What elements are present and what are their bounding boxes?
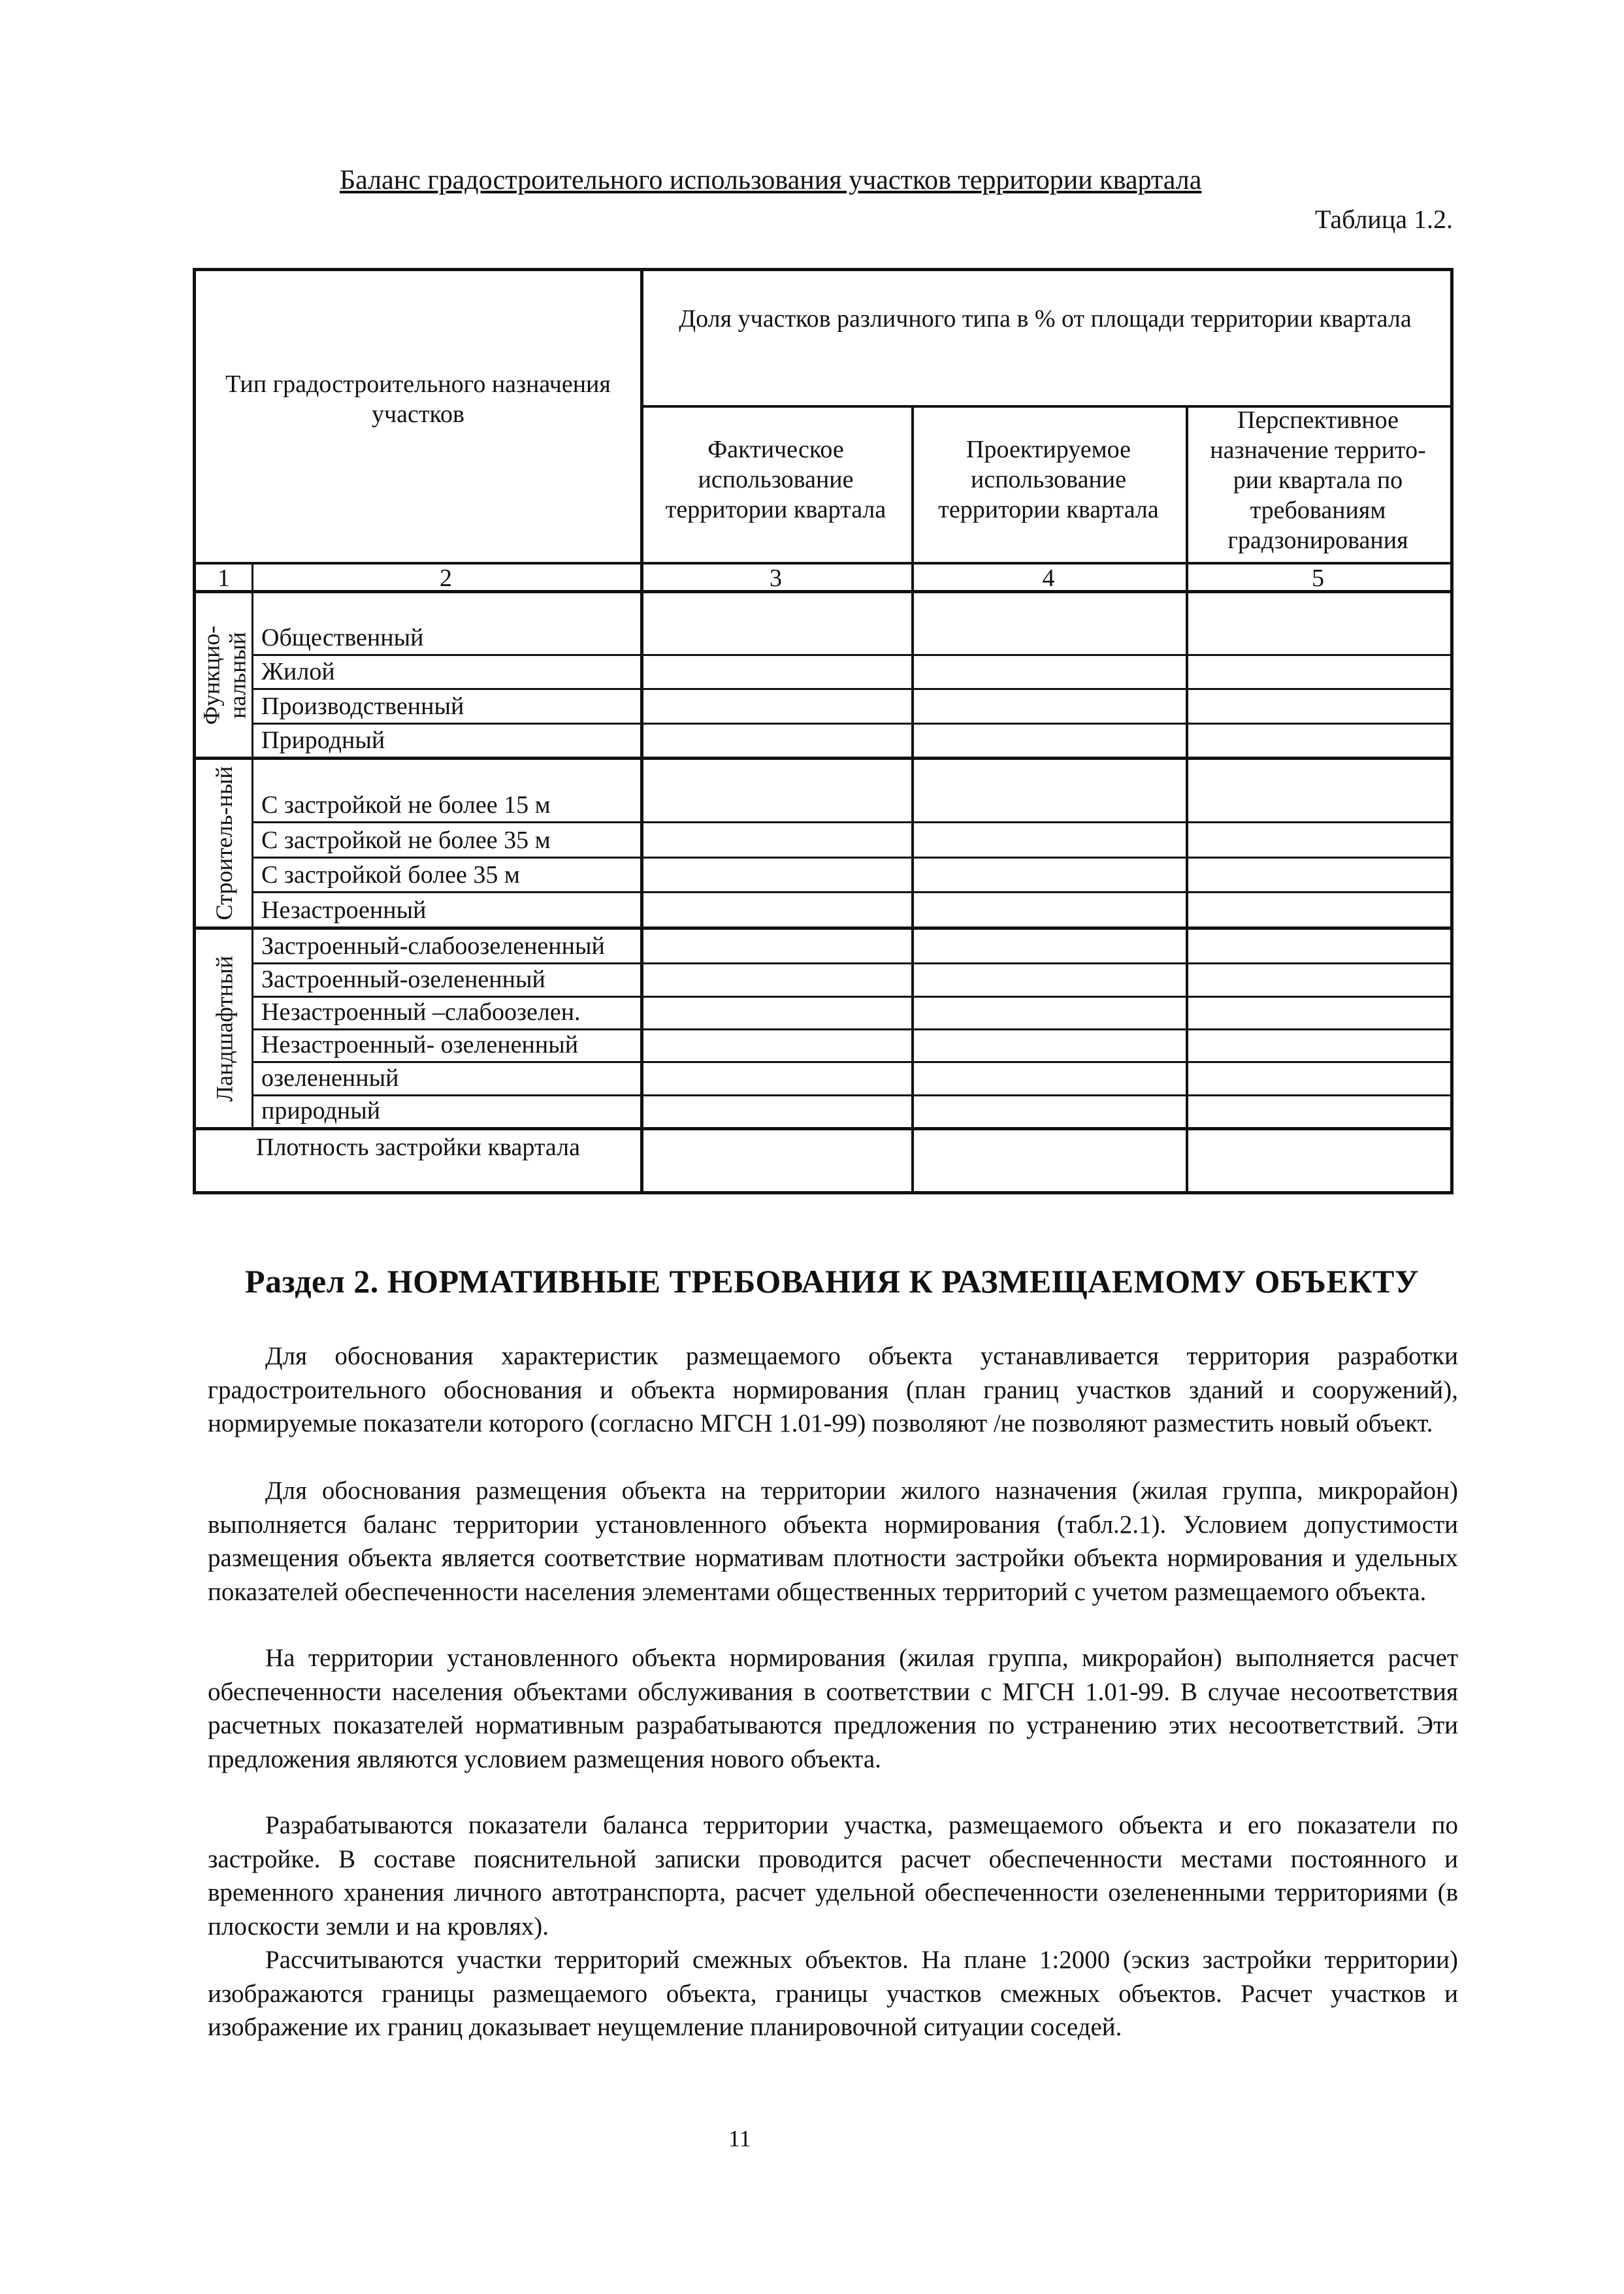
table-row-label: Незастроенный- озелененный <box>261 1031 579 1058</box>
table-row-line <box>252 723 1450 725</box>
table-row-line <box>252 688 1450 690</box>
group-label: Строитель-ный <box>210 766 237 921</box>
table-row-label: С застройкой более 35 м <box>261 861 520 889</box>
type-column-header: Тип градостроительного назначения участков <box>225 370 611 428</box>
col5-header: Перспективное назначение террито-рии квартала по требованиям градзонирования <box>1210 406 1426 554</box>
table-row-label: С застройкой не более 35 м <box>261 827 551 854</box>
table-row-label: Застроенный-озелененный <box>261 966 545 993</box>
paragraph-5: Рассчитываются участки территорий смежных объектов. На плане 1:2000 (эскиз застройки территории) изображаются границы размещаемого объекта, границы участков смежных объектов. Расчет участков и изображение их границ доказывает неущемление планировочной ситуации соседей. <box>208 1946 1458 2041</box>
column-number: 2 <box>440 565 452 592</box>
column-number: 5 <box>1312 565 1324 592</box>
table-row-label: Природный <box>261 727 385 754</box>
table-footer-row-label: Плотность застройки квартала <box>256 1134 580 1161</box>
table-row-label: С застройкой не более 15 м <box>261 791 551 819</box>
table-col-line-3-4 <box>911 405 914 1191</box>
section-title: Раздел 2. НОРМАТИВНЫЕ ТРЕБОВАНИЯ К РАЗМЕЩАЕМОМУ ОБЪЕКТУ <box>245 1263 1420 1300</box>
table-row-label: Общественный <box>261 624 424 651</box>
page-number: 11 <box>728 2125 751 2152</box>
table-group-border-3 <box>196 1127 1450 1130</box>
table-row-label: Незастроенный –слабоозелен. <box>261 998 581 1026</box>
table-row-line <box>252 857 1450 859</box>
table-row-label: природный <box>261 1097 381 1124</box>
paragraph-3: На территории установленного объекта нормирования (жилая группа, микрорайон) выполняется расчет обеспеченности населения объектами обслуживания в соответствии с МГСН 1.01-99. В случае несоответствия расчетных показателей нормативным разрабатываются предложения по устранению этих несоответствий. Эти предложения являются условием размещения нового объекта. <box>208 1644 1458 1773</box>
col4-header: Проектируемое использование территории квартала <box>938 436 1159 523</box>
column-number: 1 <box>218 565 230 592</box>
column-number: 4 <box>1042 565 1055 592</box>
table-row-label: Жилой <box>261 658 335 685</box>
group-label: Функцио-нальный <box>197 625 250 725</box>
table-number: Таблица 1.2. <box>1314 205 1453 234</box>
group-label: Ландшафтный <box>210 955 237 1102</box>
table-row-line <box>252 821 1450 823</box>
paragraph-4: Разрабатываются показатели баланса территории участка, размещаемого объекта и его показатели по застройке. В составе пояснительной записки проводится расчет обеспеченности местами постоянного и временного хранения личного автотранспорта, расчет удельной обеспеченности озелененными территориями (в плоскости земли и на кровлях). <box>208 1811 1458 1941</box>
table-col-line-4-5 <box>1186 405 1188 1191</box>
table-row-line <box>252 654 1450 656</box>
balance-table <box>193 268 1453 1194</box>
table-col-line-type <box>640 271 643 1191</box>
col3-header: Фактическое использование территории квартала <box>665 436 886 523</box>
paragraph-1: Для обоснования характеристик размещаемого объекта устанавливается территория разработки градостроительного обоснования и объекта нормирования (план границ участков зданий и сооружений), нормируемые показатели которого (согласно МГСН 1.01-99) позволяют /не позволяют разместить новый объект. <box>208 1342 1458 1437</box>
table-row-label: Застроенный-слабоозелененный <box>261 932 605 960</box>
share-header: Доля участков различного типа в % от площади территории квартала <box>679 305 1412 333</box>
table-title: Баланс градостроительного использования участков территории квартала <box>340 165 1202 195</box>
table-row-label: Незастроенный <box>261 896 427 924</box>
table-row-line <box>252 891 1450 893</box>
table-row-label: озелененный <box>261 1064 399 1092</box>
table-group-border-2 <box>196 926 1450 930</box>
column-number: 3 <box>770 565 782 592</box>
table-row-label: Производственный <box>261 693 464 720</box>
table-group-border-1 <box>196 757 1450 760</box>
paragraph-2: Для обоснования размещения объекта на территории жилого назначения (жилая группа, микрорайон) выполняется баланс территории установленного объекта нормирования (табл.2.1). Условием допустимости размещения объекта является соответствие нормативам плотности застройки объекта нормирования и удельных показателей обеспеченности населения элементами общественных территорий с учетом размещаемого объекта. <box>208 1477 1458 1606</box>
